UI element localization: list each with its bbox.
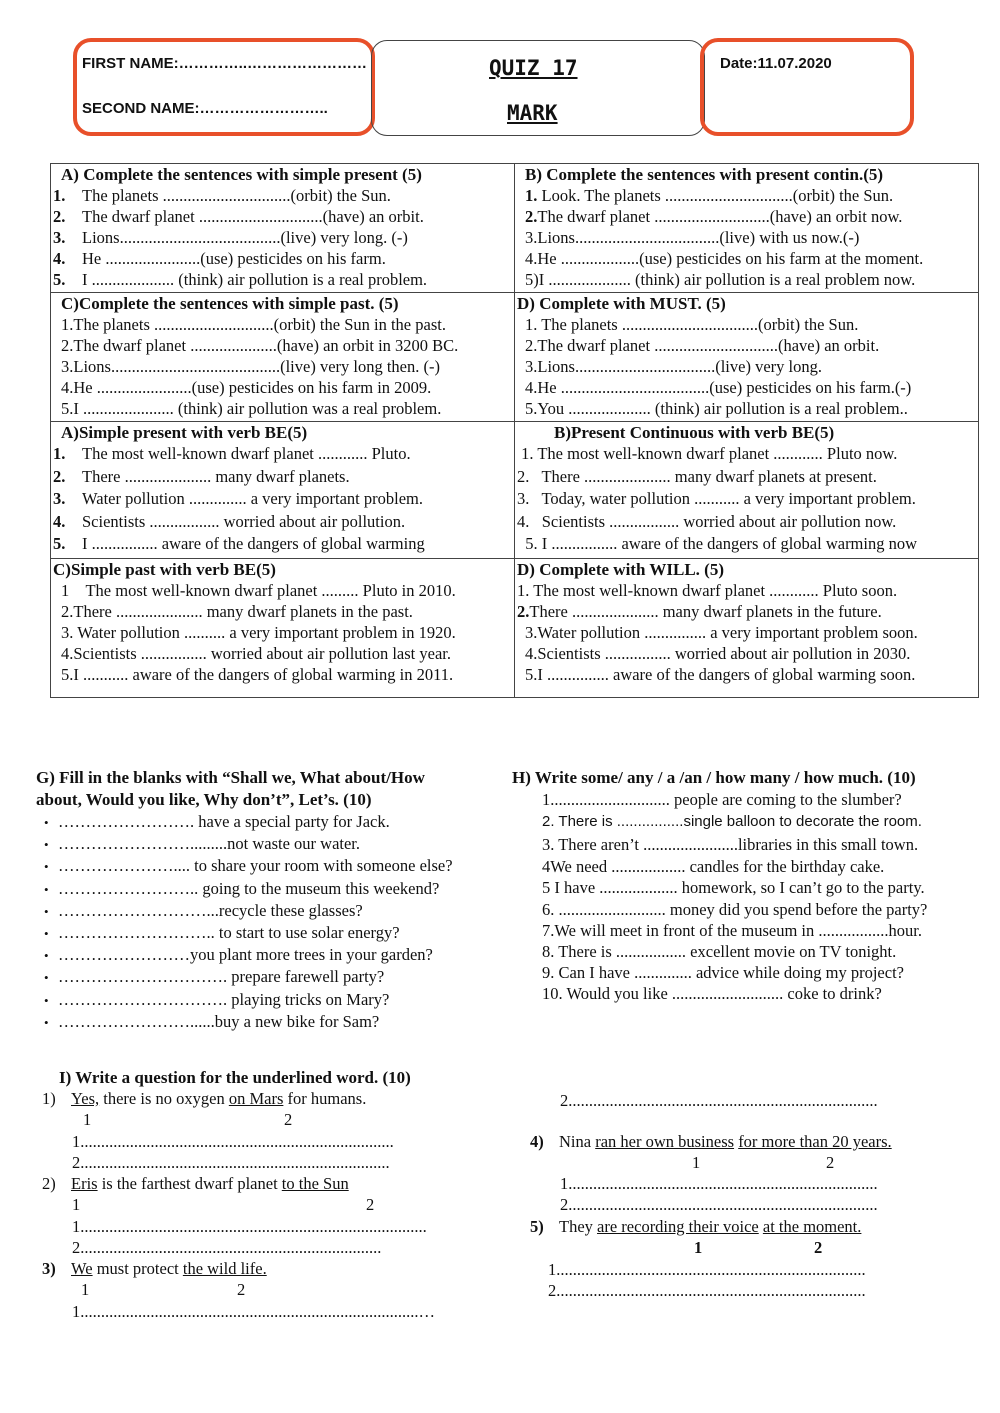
list-item[interactable]: 5 I have ................... homework, so I can’t go to the party.: [542, 878, 925, 898]
date-box: [700, 38, 914, 136]
exercise-line[interactable]: Lions.......................................(live) very long. (-): [82, 228, 408, 247]
grid-row-1: [51, 164, 979, 293]
section-title: C)Complete the sentences with simple past. (5): [61, 294, 399, 313]
exercise-line[interactable]: 4.Scientists ................ worried about air pollution last year.: [61, 643, 451, 663]
section-c-past-be: [51, 558, 515, 697]
exercise-line[interactable]: 5.You .................... (think) air pollution is a real problem..: [525, 399, 908, 418]
section-title: D) Complete with MUST. (5): [517, 294, 726, 313]
section-h-title: H) Write some/ any / a /an / how many / how much. (10): [512, 768, 916, 787]
bullet-icon: •: [44, 926, 49, 942]
mark-label: MARK: [507, 101, 558, 125]
exercise-line[interactable]: 3.Lions...................................(live) with us now.(-): [525, 228, 860, 247]
answer-line[interactable]: 1..................................................................................…: [72, 1302, 435, 1321]
bullet-icon: •: [44, 948, 49, 964]
list-item[interactable]: • …………………….. going to the museum this weekend?: [44, 878, 453, 900]
answer-line[interactable]: 2.........................................................................: [72, 1238, 382, 1257]
list-item[interactable]: • …………………….........not waste our water.: [44, 833, 453, 855]
first-name-field[interactable]: FIRST NAME:…………..……………………: [82, 55, 367, 72]
section-i-title: I) Write a question for the underlined word. (10): [59, 1068, 411, 1087]
section-title: D) Complete with WILL. (5): [517, 559, 724, 579]
section-b-present-continuous: B) Complete the sentences with present contin.(5) 1. Look. The planets ...............................(orbit) the Sun. 2.The dwarf planet ............................(have) an orbit now. 3.Lions...................................(live) with us now.(-) 4.He ...................(use) pesticides on his farm at the moment. 5)I .................... (think) air pollution is a real problem now.: [515, 164, 979, 293]
section-title: A)Simple present with verb BE(5): [61, 423, 308, 442]
grid-row-2: [51, 293, 979, 422]
mark-number: 1: [692, 1153, 701, 1172]
exercise-line[interactable]: 3. Water pollution .......... a very important problem in 1920.: [61, 622, 456, 642]
bullet-icon: •: [44, 903, 49, 919]
answer-line[interactable]: 2...........................................................................: [560, 1091, 878, 1110]
mark-number: 2: [814, 1238, 823, 1257]
quiz-title: QUIZ 17: [489, 56, 578, 80]
list-item[interactable]: • ………………………...recycle these glasses?: [44, 900, 453, 922]
section-title: A) Complete the sentences with simple present (5): [61, 165, 422, 184]
section-g-list: [44, 811, 453, 1033]
section-title: C)Simple past with verb BE(5): [53, 559, 276, 579]
mark-number: 1: [83, 1110, 92, 1129]
answer-line[interactable]: 2...........................................................................: [548, 1281, 866, 1300]
exercise-line[interactable]: The planets ...............................(orbit) the Sun.: [82, 186, 391, 205]
mark-number: 2: [826, 1153, 835, 1172]
section-a-present-be: A)Simple present with verb BE(5) 1. The most well-known dwarf planet ............ Pluto. 2. There ..................... many dwarf planets. 3. Water pollution .............. a very important problem. 4. Scientists ................. worried about air pollution. 5. I ................ aware of the dangers of global warming: [51, 422, 515, 559]
exercise-line[interactable]: 3.Water pollution ............... a very important problem soon.: [525, 622, 918, 642]
list-item[interactable]: 2. There is ................single balloon to decorate the room.: [542, 813, 922, 831]
bullet-icon: •: [44, 881, 49, 897]
question-5: 5) They are recording their voice at the moment.: [530, 1217, 862, 1236]
exercise-line[interactable]: 1.The planets .............................(orbit) the Sun in the past.: [61, 315, 446, 334]
list-item[interactable]: • …………………………. playing tricks on Mary?: [44, 989, 453, 1011]
exercise-line[interactable]: 4.Scientists ................ worried about air pollution in 2030.: [525, 643, 911, 663]
second-name-field[interactable]: SECOND NAME:……………………..: [82, 100, 328, 117]
section-d-must: [515, 293, 979, 422]
answer-line[interactable]: 1............................................................................: [72, 1132, 394, 1151]
answer-line[interactable]: 1...........................................................................: [548, 1260, 866, 1279]
section-d-will: D) Complete with WILL. (5) 1. The most well-known dwarf planet ............ Pluto soon. 2.There ..................... many dwarf planets in the future. 3.Water pollution ............... a very important problem soon. 4.Scientists ................ worried about air pollution in 2030. 5.I ............... aware of the dangers of global warming soon.: [515, 558, 979, 697]
list-item[interactable]: 6. .......................... money did you spend before the party?: [542, 899, 928, 919]
bullet-icon: •: [44, 837, 49, 853]
exercise-line[interactable]: 2.There ..................... many dwarf planets in the past.: [61, 601, 413, 621]
mark-number: 2: [284, 1110, 293, 1129]
exercise-line[interactable]: Scientists ................. worried about air pollution.: [82, 511, 406, 531]
list-item[interactable]: 3. There aren’t .......................libraries in this small town.: [542, 835, 919, 855]
grid-row-4: [51, 558, 979, 697]
exercise-line[interactable]: 3.Lions..................................(live) very long.: [525, 357, 822, 376]
exercise-line[interactable]: Look. The planets ...............................(orbit) the Sun.: [537, 186, 894, 205]
question-2: 2) Eris is the farthest dwarf planet to the Sun: [42, 1174, 349, 1193]
exercise-line[interactable]: 1. The planets .................................(orbit) the Sun.: [525, 315, 859, 334]
answer-line[interactable]: 2...........................................................................: [72, 1153, 390, 1172]
bullet-icon: •: [44, 970, 49, 986]
exercise-line[interactable]: He .......................(use) pesticides on his farm.: [82, 249, 386, 268]
exercise-line[interactable]: 5.I ............... aware of the dangers of global warming soon.: [525, 664, 916, 684]
mark-number: 2: [366, 1195, 375, 1214]
exercise-line[interactable]: 5.I ...................... (think) air pollution was a real problem.: [61, 399, 442, 418]
list-item[interactable]: • ……………………you plant more trees in your garden?: [44, 944, 453, 966]
exercise-line[interactable]: I ................ aware of the dangers of global warming: [82, 534, 425, 553]
answer-line[interactable]: 1...........................................................................: [560, 1174, 878, 1193]
list-item[interactable]: 7.We will meet in front of the museum in .................hour.: [542, 920, 922, 940]
list-item[interactable]: • ……………………......buy a new bike for Sam?: [44, 1011, 453, 1033]
list-item[interactable]: 8. There is ................. excellent movie on TV tonight.: [542, 942, 897, 962]
exercise-line[interactable]: 5.I ........... aware of the dangers of global warming in 2011.: [61, 664, 454, 684]
section-c-simple-past: [51, 293, 515, 422]
bullet-icon: •: [44, 815, 49, 830]
list-item[interactable]: 10. Would you like ........................... coke to drink?: [542, 984, 882, 1004]
list-item[interactable]: • ………………….... to share your room with someone else?: [44, 855, 453, 877]
exercise-line[interactable]: 5. I ................ aware of the dangers of global warming now: [517, 534, 918, 553]
exercise-line[interactable]: The dwarf planet ............................(have) an orbit now.: [537, 207, 903, 226]
section-h-list: [542, 789, 927, 1005]
list-item[interactable]: • ……………………….. to start to use solar energy?: [44, 922, 453, 944]
bullet-icon: •: [44, 1014, 49, 1030]
exercise-line[interactable]: 3.Lions.........................................(live) very long then. (-): [61, 357, 440, 376]
list-item[interactable]: • …………………………. prepare farewell party?: [44, 966, 453, 988]
section-title: B) Complete the sentences with present contin.(5): [525, 165, 884, 184]
question-1: 1) Yes, there is no oxygen on Mars for humans.: [42, 1089, 367, 1108]
exercise-line[interactable]: The most well-known dwarf planet ............ Pluto.: [82, 444, 411, 463]
bullet-icon: •: [44, 992, 49, 1008]
list-item[interactable]: 9. Can I have .............. advice while doing my project?: [542, 963, 904, 983]
section-g-title: G) Fill in the blanks with “Shall we, What about/How about, Would you like, Why don’t”, Let’s. (10): [36, 768, 425, 809]
exercise-line[interactable]: 2. There ..................... many dwarf planets at present.: [517, 466, 877, 486]
exercise-line[interactable]: Water pollution .............. a very important problem.: [82, 489, 423, 508]
section-b-continuous-be: [515, 422, 979, 559]
exercise-line[interactable]: 3. Today, water pollution ........... a very important problem.: [517, 489, 916, 508]
mark-number: 1: [81, 1280, 90, 1299]
exercise-line[interactable]: 4. Scientists ................. worried about air pollution now.: [517, 511, 897, 531]
exercise-line[interactable]: 4.He ....................................(use) pesticides on his farm.(-): [525, 378, 912, 397]
exercise-line[interactable]: The dwarf planet ..............................(have) an orbit.: [82, 207, 424, 226]
exercise-line[interactable]: 4.He ...................(use) pesticides on his farm at the moment.: [525, 249, 924, 268]
exercise-line[interactable]: I .................... (think) air pollution is a real problem.: [82, 270, 428, 289]
exercise-line[interactable]: There ..................... many dwarf planets in the future.: [529, 601, 882, 621]
mark-number: 1: [72, 1195, 81, 1214]
date-label: Date:11.07.2020: [720, 55, 832, 72]
exercise-line[interactable]: 1. The most well-known dwarf planet ............ Pluto soon.: [517, 580, 898, 600]
section-title: B)Present Continuous with verb BE(5): [554, 423, 835, 442]
grid-row-3: [51, 422, 979, 559]
answer-line[interactable]: 1....................................................................................: [72, 1217, 427, 1236]
list-item[interactable]: 4We need .................. candles for the birthday cake.: [542, 857, 885, 877]
mark-number: 1: [694, 1238, 703, 1257]
exercise-line[interactable]: There ..................... many dwarf planets.: [82, 466, 350, 486]
section-a-simple-present: A) Complete the sentences with simple present (5) 1. The planets ...............................(orbit) the Sun. 2. The dwarf planet ..............................(have) an orbit. 3. Lions.......................................(live) very long. (-) 4. He .......................(use) pesticides on his farm. 5. I .................... (think) air pollution is a real problem.: [51, 164, 515, 293]
question-3: 3) We must protect the wild life.: [42, 1259, 267, 1278]
bullet-icon: •: [44, 859, 49, 875]
exercise-line[interactable]: 4.He .......................(use) pesticides on his farm in 2009.: [61, 378, 432, 397]
question-4: 4) Nina ran her own business for more than 20 years.: [530, 1132, 892, 1151]
exercise-line[interactable]: 1. The most well-known dwarf planet ............ Pluto now.: [517, 444, 898, 463]
list-item[interactable]: • ……………………. have a special party for Jack.: [44, 811, 453, 833]
exercise-line[interactable]: 1 The most well-known dwarf planet ......... Pluto in 2010.: [61, 580, 456, 600]
exercise-line[interactable]: 2.The dwarf planet .....................(have) an orbit in 3200 BC.: [61, 336, 459, 355]
exercise-line[interactable]: 2.The dwarf planet ..............................(have) an orbit.: [525, 336, 880, 355]
mark-number: 2: [237, 1280, 246, 1299]
list-item[interactable]: 1............................. people are coming to the slumber?: [542, 790, 902, 809]
answer-line[interactable]: 2...........................................................................: [560, 1195, 878, 1214]
name-box: [73, 38, 375, 136]
exercise-grid: [50, 163, 979, 698]
exercise-line[interactable]: 5)I .................... (think) air pollution is a real problem now.: [525, 270, 916, 289]
